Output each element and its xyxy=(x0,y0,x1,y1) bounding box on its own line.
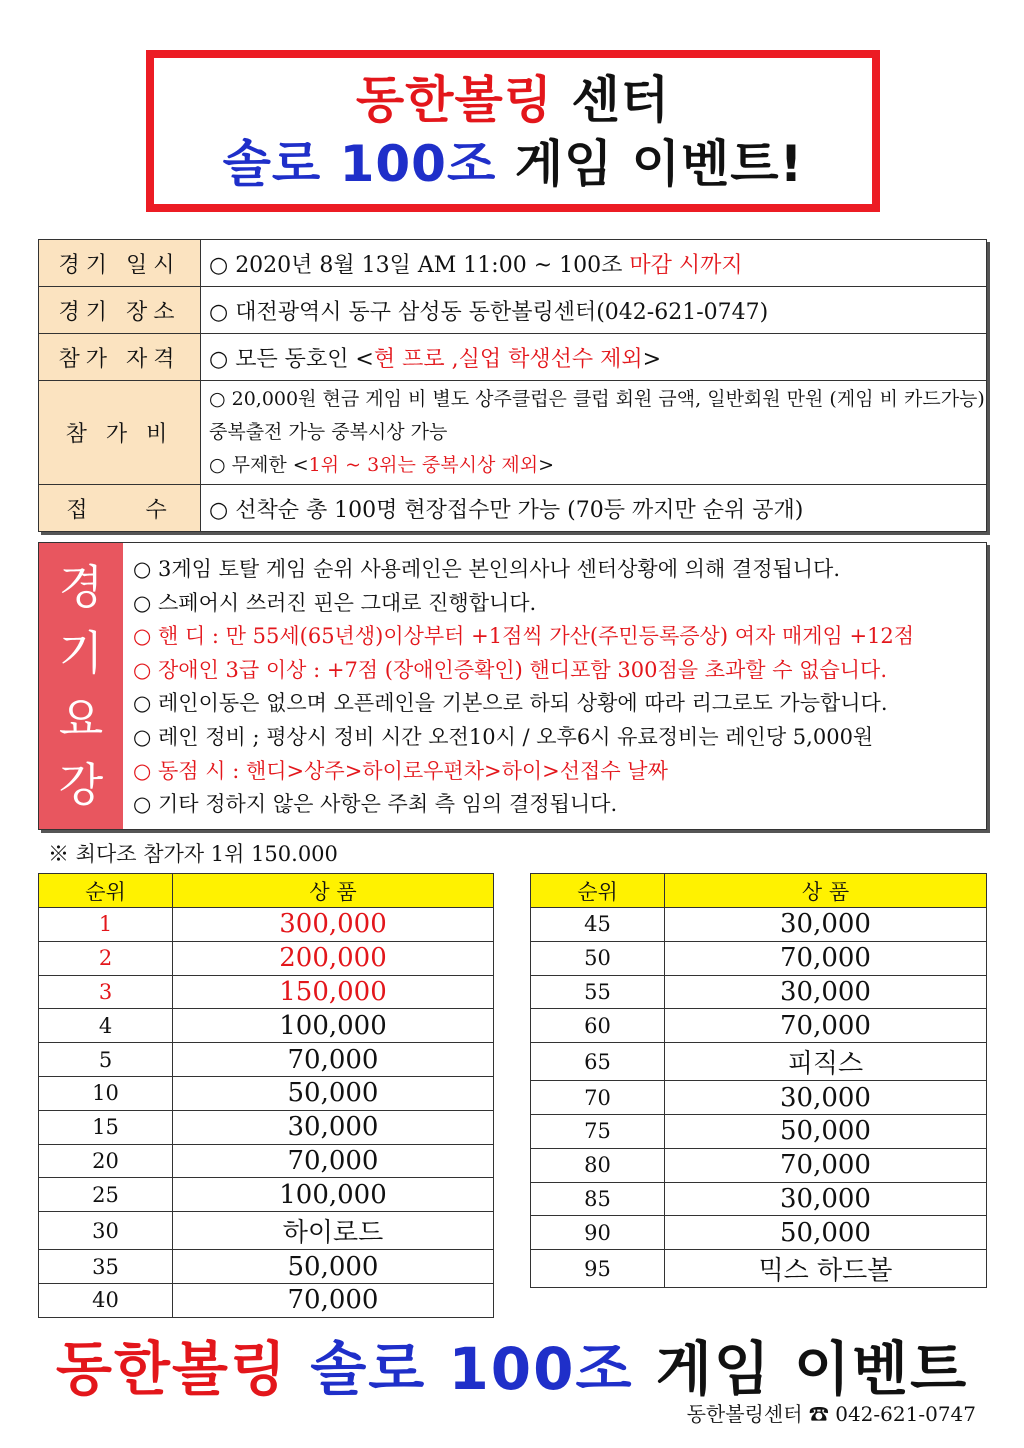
prize-row xyxy=(531,1009,987,1043)
prize-rank: 40 xyxy=(39,1283,173,1317)
rule-item: ○ 동점 시 : 핸디>상주>하이로우편차>하이>선접수 날짜 xyxy=(133,758,668,783)
prize-amount: 피직스 xyxy=(665,1043,987,1081)
prize-row xyxy=(39,1212,494,1250)
prize-amount: 100,000 xyxy=(173,1009,494,1043)
prize-amount: 50,000 xyxy=(173,1076,494,1110)
prize-table-left xyxy=(38,873,494,1318)
title-brand: 동한볼링 xyxy=(355,71,554,129)
info-row-reception xyxy=(39,485,987,532)
title-line-1 xyxy=(154,68,872,132)
rule-item: ○ 레인이동은 없으며 오픈레인을 기본으로 하되 상황에 따라 리그로도 가능합니다. xyxy=(133,691,888,716)
prize-amount: 30,000 xyxy=(665,1182,987,1216)
prize-amount: 70,000 xyxy=(665,1148,987,1182)
prize-row xyxy=(39,1178,494,1212)
prize-row xyxy=(531,1182,987,1216)
prize-row xyxy=(39,1076,494,1110)
prize-rank: 50 xyxy=(531,941,665,975)
rules-side-label: 경 기 요 강 xyxy=(39,543,123,829)
rules-list xyxy=(123,543,986,829)
prize-row xyxy=(531,1114,987,1148)
info-value: ○ 선착순 총 100명 현장접수만 가능 (70등 까지만 순위 공개) xyxy=(201,485,987,532)
phone-number: 042-621-0747 xyxy=(835,1402,976,1426)
info-label: 경기 장소 xyxy=(39,287,201,334)
header-rank: 순위 xyxy=(531,874,665,908)
prize-amount: 100,000 xyxy=(173,1178,494,1212)
header-prize: 상 품 xyxy=(173,874,494,908)
prize-row xyxy=(39,1283,494,1317)
info-label: 참가 자격 xyxy=(39,334,201,381)
prize-row xyxy=(531,941,987,975)
prize-amount: 70,000 xyxy=(173,1144,494,1178)
prize-rank: 5 xyxy=(39,1043,173,1077)
rule-item: ○ 3게임 토탈 게임 순위 사용레인은 본인의사나 센터상황에 의해 결정됩니다. xyxy=(133,557,841,581)
prize-table-right xyxy=(530,873,987,1288)
prize-rank: 20 xyxy=(39,1144,173,1178)
prize-row xyxy=(39,908,494,942)
prize-rank: 2 xyxy=(39,941,173,975)
prize-rank: 10 xyxy=(39,1076,173,1110)
prize-amount: 믹스 하드볼 xyxy=(665,1250,987,1288)
prize-row xyxy=(531,1250,987,1288)
prize-row xyxy=(39,975,494,1009)
rule-item: ○ 레인 정비 ; 평상시 정비 시간 오전10시 / 오후6시 유료정비는 레인당 5,000원 xyxy=(133,724,874,749)
info-label: 참 가 비 xyxy=(39,381,201,485)
prize-row xyxy=(39,1144,494,1178)
prize-amount: 150,000 xyxy=(173,975,494,1009)
prize-amount: 300,000 xyxy=(173,908,494,942)
info-label: 접 수 xyxy=(39,485,201,532)
prize-header-row xyxy=(39,874,494,908)
prize-amount: 30,000 xyxy=(665,1081,987,1115)
footer-contact xyxy=(687,1398,976,1427)
title-solo: 솔로 100조 xyxy=(222,135,497,193)
prize-rank: 60 xyxy=(531,1009,665,1043)
prize-rank: 45 xyxy=(531,908,665,942)
header-rank: 순위 xyxy=(39,874,173,908)
info-table xyxy=(38,239,987,532)
prize-rank: 95 xyxy=(531,1250,665,1288)
title-event: 게임 이벤트! xyxy=(514,135,804,193)
prize-amount: 50,000 xyxy=(665,1216,987,1250)
rule-item: ○ 스페어시 쓰러진 핀은 그대로 진행합니다. xyxy=(133,590,537,615)
rules-box xyxy=(38,542,987,830)
info-label: 경기 일시 xyxy=(39,240,201,287)
prize-row xyxy=(39,1110,494,1144)
title-center: 센터 xyxy=(571,71,671,129)
rule-item: ○ 기타 정하지 않은 사항은 주최 측 임의 결정됩니다. xyxy=(133,792,618,817)
prize-row xyxy=(531,1081,987,1115)
info-value: ○ 대전광역시 동구 삼성동 동한볼링센터(042-621-0747) xyxy=(201,287,987,334)
info-row-fee xyxy=(39,381,987,485)
prize-amount: 70,000 xyxy=(665,1009,987,1043)
info-value: ○ 모든 동호인 <현 프로 ,실업 학생선수 제외> xyxy=(201,334,987,381)
prize-row xyxy=(531,975,987,1009)
prize-row xyxy=(39,941,494,975)
prize-rank: 1 xyxy=(39,908,173,942)
note-text: ※ 최다조 참가자 1위 150.000 xyxy=(48,842,338,866)
footer-title: 동한볼링 솔로 100조 게임 이벤트 xyxy=(55,1335,969,1403)
title-line-2 xyxy=(154,132,872,196)
prize-row xyxy=(39,1250,494,1284)
info-value: ○ 2020년 8월 13일 AM 11:00 ~ 100조 마감 시까지 xyxy=(201,240,987,287)
prize-row xyxy=(39,1009,494,1043)
info-row-eligibility xyxy=(39,334,987,381)
prize-amount: 70,000 xyxy=(665,941,987,975)
prize-amount: 70,000 xyxy=(173,1043,494,1077)
info-row-place xyxy=(39,287,987,334)
phone-icon: ☎ xyxy=(808,1402,829,1426)
prize-row xyxy=(531,1043,987,1081)
prize-amount: 30,000 xyxy=(665,908,987,942)
prize-rank: 65 xyxy=(531,1043,665,1081)
prize-amount: 50,000 xyxy=(173,1250,494,1284)
info-row-date xyxy=(39,240,987,287)
prize-amount: 30,000 xyxy=(173,1110,494,1144)
prize-rank: 70 xyxy=(531,1081,665,1115)
prize-rank: 15 xyxy=(39,1110,173,1144)
prize-row xyxy=(531,1148,987,1182)
prize-rank: 55 xyxy=(531,975,665,1009)
prize-rank: 75 xyxy=(531,1114,665,1148)
prize-rank: 90 xyxy=(531,1216,665,1250)
title-banner xyxy=(146,50,880,212)
prize-amount: 30,000 xyxy=(665,975,987,1009)
prize-rank: 25 xyxy=(39,1178,173,1212)
prize-row xyxy=(531,908,987,942)
prize-rank: 35 xyxy=(39,1250,173,1284)
prize-rank: 30 xyxy=(39,1212,173,1250)
prize-amount: 하이로드 xyxy=(173,1212,494,1250)
prize-row xyxy=(531,1216,987,1250)
prize-header-row xyxy=(531,874,987,908)
prize-rank: 4 xyxy=(39,1009,173,1043)
header-prize: 상 품 xyxy=(665,874,987,908)
rule-item: ○ 장애인 3급 이상 : +7점 (장애인증확인) 핸디포함 300점을 초과할 수 없습니다. xyxy=(133,657,888,682)
prize-rank: 80 xyxy=(531,1148,665,1182)
prize-amount: 50,000 xyxy=(665,1114,987,1148)
prize-row xyxy=(39,1043,494,1077)
prize-rank: 3 xyxy=(39,975,173,1009)
prize-amount: 200,000 xyxy=(173,941,494,975)
prize-amount: 70,000 xyxy=(173,1283,494,1317)
rule-item: ○ 핸 디 : 만 55세(65년생)이상부터 +1점씩 가산(주민등록증상) 여자 매게임 +12점 xyxy=(133,624,915,649)
info-value: ○ 20,000원 현금 게임 비 별도 상주클럽은 클럽 회원 금액, 일반회원 만원 (게임 비 카드가능)중복출전 가능 중복시상 가능 ○ 무제한 <1위 ~ 3위는 중복시상 제외> xyxy=(201,381,987,485)
prize-rank: 85 xyxy=(531,1182,665,1216)
contact-name: 동한볼링센터 xyxy=(686,1402,803,1426)
